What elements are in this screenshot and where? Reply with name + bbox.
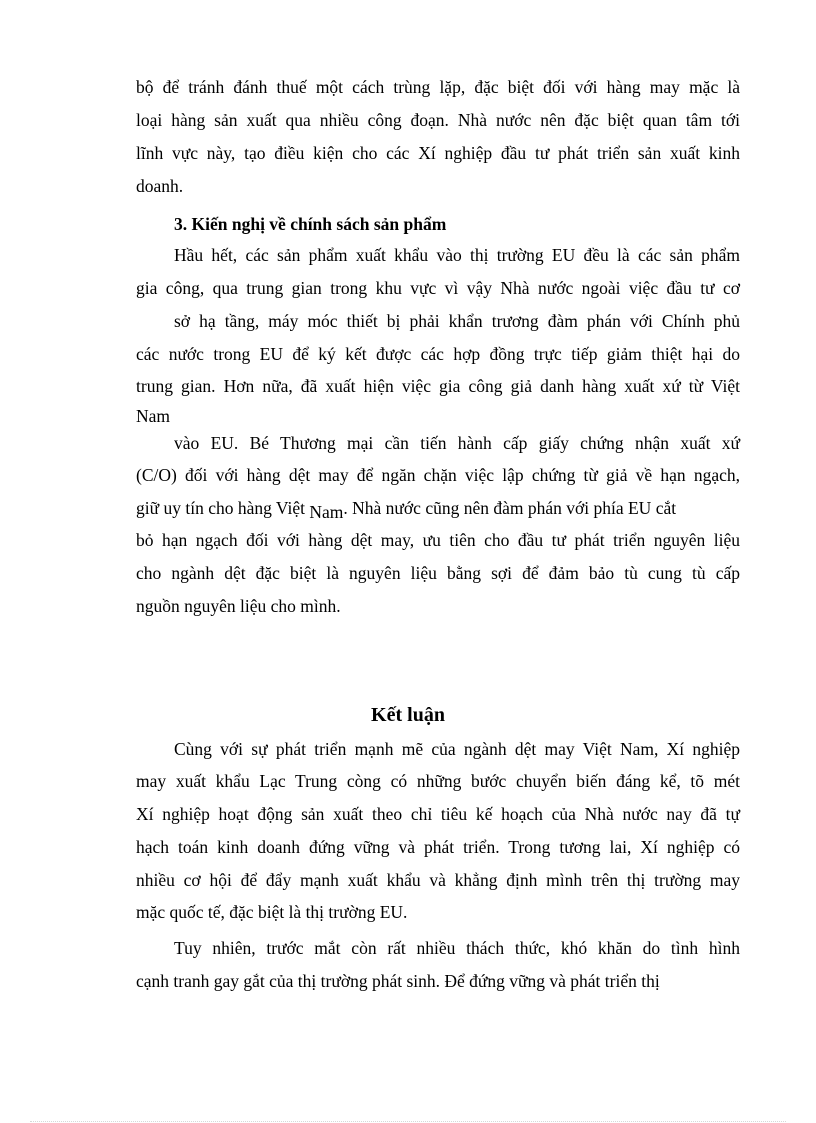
paragraph-line: lĩnh vực này, tạo điều kiện cho các Xí nghiệp đầu tư phát triển sản xuất kinh xyxy=(136,143,740,163)
paragraph-line: Nam xyxy=(136,406,171,426)
paragraph-line: bộ để tránh đánh thuế một cách trùng lặp, đặc biệt đối với hàng may mặc là xyxy=(136,77,740,97)
conclusion-title: Kết luận xyxy=(371,704,445,726)
paragraph-line: nguồn nguyên liệu cho mình. xyxy=(136,596,341,616)
paragraph-line: vào EU. Bé Thương mại cần tiến hành cấp giấy chứng nhận xuất xứ xyxy=(174,433,740,453)
paragraph-line: Xí nghiệp hoạt động sản xuất theo chỉ tiêu kế hoạch của Nhà nước nay đã tự xyxy=(136,804,740,824)
paragraph-line: may xuất khẩu Lạc Trung còng có những bước chuyển biến đáng kể, tõ mét xyxy=(136,771,740,791)
footer-divider xyxy=(30,1121,786,1122)
paragraph-line: gia công, qua trung gian trong khu vực vì vậy Nhà nước ngoài việc đầu tư cơ xyxy=(136,278,740,298)
paragraph-line: sở hạ tầng, máy móc thiết bị phải khẩn trương đàm phán với Chính phủ xyxy=(174,311,740,331)
paragraph-line: mặc quốc tế, đặc biệt là thị trường EU. xyxy=(136,902,408,922)
text-segment: . Nhà nước cũng nên đàm phán với phía EU cắt xyxy=(343,498,677,518)
paragraph-line: loại hàng sản xuất qua nhiều công đoạn. Nhà nước nên đặc biệt quan tâm tới xyxy=(136,110,740,130)
paragraph-line: bỏ hạn ngạch đối với hàng dệt may, ưu tiên cho đầu tư phát triển nguyên liệu xyxy=(136,530,740,550)
paragraph-line: hạch toán kinh doanh đứng vững và phát triển. Trong tương lai, Xí nghiệp có xyxy=(136,837,740,857)
paragraph-line: (C/O) đối với hàng dệt may để ngăn chặn việc lập chứng từ giả về hạn ngạch, xyxy=(136,465,740,485)
paragraph-line: cạnh tranh gay gắt của thị trường phát sinh. Để đứng vững và phát triển thị xyxy=(136,971,660,991)
paragraph-line: Cùng với sự phát triển mạnh mẽ của ngành dệt may Việt Nam, Xí nghiệp xyxy=(174,739,740,759)
text-segment-subscript: Nam xyxy=(309,502,344,522)
paragraph-line xyxy=(136,496,740,520)
paragraph-line: doanh. xyxy=(136,176,184,196)
section-heading: 3. Kiến nghị về chính sách sản phẩm xyxy=(174,214,447,234)
paragraph-line: Tuy nhiên, trước mắt còn rất nhiều thách thức, khó khăn do tình hình xyxy=(174,938,740,958)
paragraph-line: Hầu hết, các sản phẩm xuất khẩu vào thị trường EU đều là các sản phẩm xyxy=(174,245,740,265)
text-segment: giữ uy tín cho hàng Việt xyxy=(136,498,305,518)
paragraph-line: trung gian. Hơn nữa, đã xuất hiện việc gia công giả danh hàng xuất xứ từ Việt xyxy=(136,376,740,396)
paragraph-line: nhiều cơ hội để đẩy mạnh xuất khẩu và khẳng định mình trên thị trường may xyxy=(136,870,740,890)
paragraph-line: các nước trong EU để ký kết được các hợp đồng trực tiếp giảm thiệt hại do xyxy=(136,344,740,364)
paragraph-line: cho ngành dệt đặc biệt là nguyên liệu bằng sợi để đảm bảo tù cung tù cấp xyxy=(136,563,740,583)
